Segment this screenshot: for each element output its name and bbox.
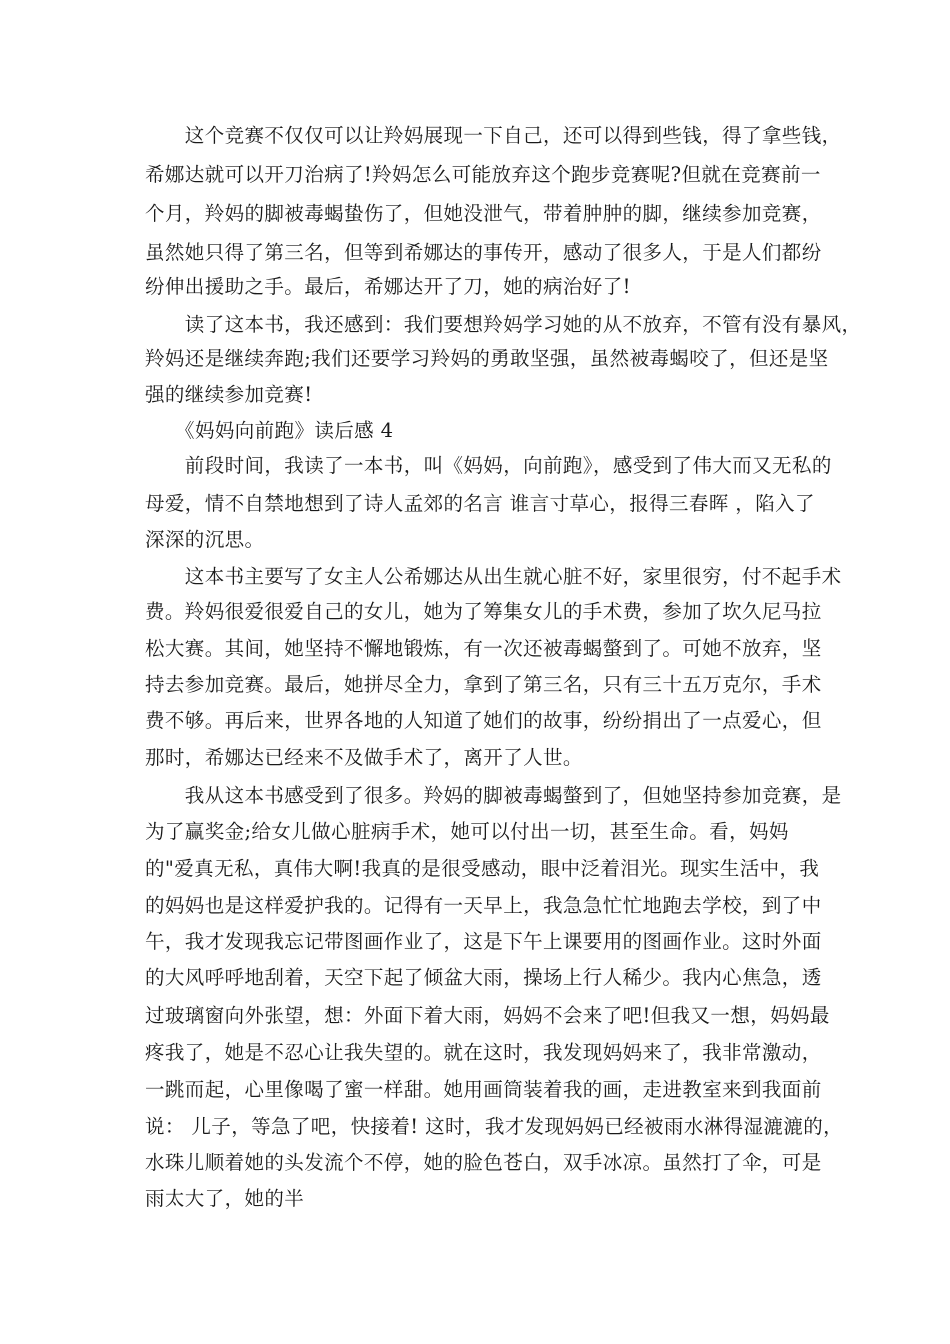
- text-line: 强的继续参加竞赛!: [145, 383, 313, 406]
- text-line: 羚妈还是继续奔跑;我们还要学习羚妈的勇敢坚强，虽然被毒蝎咬了，但还是坚: [145, 347, 829, 370]
- text-line: 读了这本书，我还感到：我们要想羚妈学习她的从不放弃，不管有没有暴风，: [145, 313, 862, 336]
- text-line: 的大风呼呼地刮着，天空下起了倾盆大雨，操场上行人稀少。我内心焦急，透: [145, 966, 822, 989]
- text-line: 纷伸出援助之手。最后，希娜达开了刀，她的病治好了!: [145, 275, 631, 298]
- text-line: 我从这本书感受到了很多。羚妈的脚被毒蝎螫到了，但她坚持参加竞赛，是: [145, 784, 842, 807]
- text-line: 虽然她只得了第三名，但等到希娜达的事传开，感动了很多人，于是人们都纷: [145, 241, 822, 264]
- text-line: 说： 儿子，等急了吧，快接着! 这时，我才发现妈妈已经被雨水淋得湿漉漉的，: [145, 1115, 844, 1138]
- section-heading: 《妈妈向前跑》读后感 4: [145, 419, 394, 442]
- text-line: 水珠儿顺着她的头发流个不停，她的脸色苍白，双手冰凉。虽然打了伞，可是: [145, 1151, 822, 1174]
- text-line: 费。羚妈很爱很爱自己的女儿，她为了筹集女儿的手术费，参加了坎久尼马拉: [145, 600, 822, 623]
- text-line: 这个竞赛不仅仅可以让羚妈展现一下自己，还可以得到些钱，得了拿些钱，: [145, 124, 842, 147]
- text-line: 这本书主要写了女主人公希娜达从出生就心脏不好，家里很穷，付不起手术: [145, 565, 842, 588]
- text-line: 松大赛。其间，她坚持不懈地锻炼，有一次还被毒蝎螫到了。可她不放弃，坚: [145, 637, 822, 660]
- text-line: 那时，希娜达已经来不及做手术了，离开了人世。: [145, 746, 583, 769]
- text-line: 深深的沉思。: [145, 528, 265, 551]
- text-line: 的妈妈也是这样爱护我的。记得有一天早上，我急急忙忙地跑去学校，到了中: [145, 894, 822, 917]
- text-line: 午，我才发现我忘记带图画作业了，这是下午上课要用的图画作业。这时外面: [145, 930, 822, 953]
- text-line: 费不够。再后来，世界各地的人知道了她们的故事，纷纷捐出了一点爱心，但: [145, 709, 822, 732]
- text-line: 前段时间，我读了一本书，叫《妈妈，向前跑》，感受到了伟大而又无私的: [145, 454, 832, 477]
- text-line: 为了赢奖金;给女儿做心脏病手术，她可以付出一切，甚至生命。看，妈妈: [145, 820, 789, 843]
- text-line: 雨太大了，她的半: [145, 1187, 305, 1210]
- text-line: 希娜达就可以开刀治病了!羚妈怎么可能放弃这个跑步竞赛呢?但就在竞赛前一: [145, 163, 821, 186]
- text-line: 过玻璃窗向外张望，想：外面下着大雨，妈妈不会来了吧!但我又一想，妈妈最: [145, 1004, 830, 1027]
- text-line: 一跳而起，心里像喝了蜜一样甜。她用画筒装着我的画，走进教室来到我面前: [145, 1078, 822, 1101]
- text-line: 个月，羚妈的脚被毒蝎蛰伤了，但她没泄气，带着肿肿的脚，继续参加竞赛，: [145, 202, 822, 225]
- text-line: 持去参加竞赛。最后，她拼尽全力，拿到了第三名，只有三十五万克尔，手术: [145, 673, 822, 696]
- text-line: 的"爱真无私，真伟大啊!我真的是很受感动，眼中泛着泪光。现实生活中，我: [145, 857, 820, 880]
- text-line: 母爱，情不自禁地想到了诗人孟郊的名言 谁言寸草心，报得三春晖 ，陷入了: [145, 492, 815, 515]
- text-line: 疼我了，她是不忍心让我失望的。就在这时，我发现妈妈来了，我非常激动，: [145, 1041, 822, 1064]
